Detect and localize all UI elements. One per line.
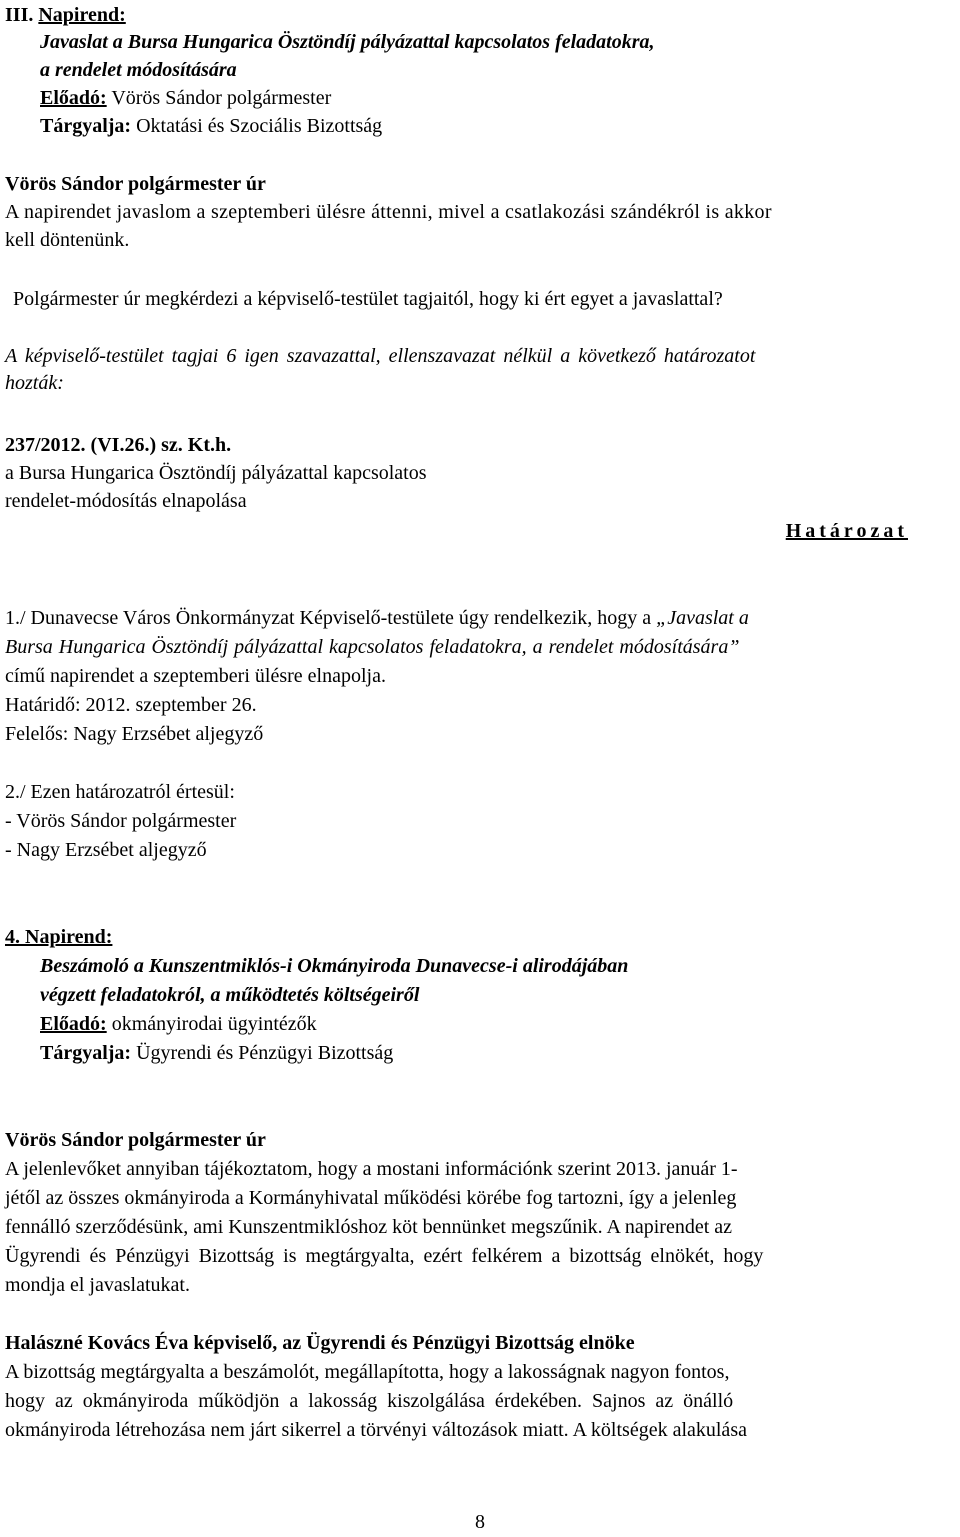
section4-discussed-value: Ügyrendi és Pénzügyi Bizottság xyxy=(131,1042,394,1064)
section4-speaker2: Halászné Kovács Éva képviselő, az Ügyrendi és Pénzügyi Bizottság elnöke xyxy=(5,1332,635,1354)
section4-speech2-line: A bizottság megtárgyalta a beszámolót, megállapította, hogy a lakosságnak nagyon fontos, xyxy=(5,1361,730,1383)
point1-line3: című napirendet a szeptemberi ülésre elnapolja. xyxy=(5,665,386,687)
section3-heading-prefix: III. xyxy=(5,4,39,26)
point1-line1 xyxy=(5,607,749,630)
section4-speech1-line: jétől az összes okmányiroda a Kormányhivatal működési körébe fog tartozni, így a jelenleg xyxy=(5,1187,737,1209)
section3-title-line1: Javaslat a Bursa Hungarica Ösztöndíj pályázattal kapcsolatos feladatokra, xyxy=(40,31,655,53)
point1-line2: Bursa Hungarica Ösztöndíj pályázattal kapcsolatos feladatokra, a rendelet módosítására” xyxy=(5,636,740,658)
section4-speaker1: Vörös Sándor polgármester úr xyxy=(5,1129,266,1151)
section3-title-line2: a rendelet módosítására xyxy=(40,59,237,81)
section3-heading-label: Napirend: xyxy=(38,4,126,26)
section3-presenter-label: Előadó: xyxy=(40,87,107,109)
section3-speaker1: Vörös Sándor polgármester úr xyxy=(5,173,266,195)
section4-presenter-label: Előadó: xyxy=(40,1013,107,1035)
section4-presenter xyxy=(40,1013,317,1036)
page-number: 8 xyxy=(475,1511,485,1533)
section4-speech1-line: Ügyrendi és Pénzügyi Bizottság is megtárgyalta, ezért felkérem a bizottság elnökét, hogy xyxy=(5,1245,764,1267)
section4-speech1-line: fennálló szerződésünk, ami Kunszentmiklóshoz köt bennünket megszűnik. A napirendet az xyxy=(5,1216,733,1238)
section4-title-line1: Beszámoló a Kunszentmiklós-i Okmányiroda Dunavecse-i alirodájában xyxy=(40,955,629,977)
section4-title-line2: végzett feladatokról, a működtetés költségeiről xyxy=(40,984,420,1006)
section3-question: Polgármester úr megkérdezi a képviselő-testület tagjaitól, hogy ki ért egyet a javaslattal? xyxy=(13,288,723,310)
point2-item2: - Nagy Erzsébet aljegyző xyxy=(5,839,207,861)
section3-discussed-label: Tárgyalja: xyxy=(40,115,132,137)
section3-speech1-line2: kell döntenünk. xyxy=(5,229,130,251)
point1-line1-italic: „Javaslat a xyxy=(656,607,749,629)
resolution-number: 237/2012. (VI.26.) sz. Kt.h. xyxy=(5,434,232,456)
section4-speech1-line: mondja el javaslatukat. xyxy=(5,1274,190,1296)
resolution-subject-line2: rendelet-módosítás elnapolása xyxy=(5,490,247,512)
point1-line1-prefix: 1./ Dunavecse Város Önkormányzat Képviselő-testülete úgy rendelkezik, hogy a xyxy=(5,607,657,629)
point2-header: 2./ Ezen határozatról értesül: xyxy=(5,781,235,803)
section3-discussed-value: Oktatási és Szociális Bizottság xyxy=(131,115,383,137)
section3-vote-line1: A képviselő-testület tagjai 6 igen szavazattal, ellenszavazat nélkül a következő határozatot xyxy=(5,345,756,367)
deadline: Határidő: 2012. szeptember 26. xyxy=(5,694,257,716)
section4-heading: 4. Napirend: xyxy=(5,926,113,948)
section4-discussed-label: Tárgyalja: xyxy=(40,1042,132,1064)
resolution-heading: Határozat xyxy=(785,520,908,542)
section4-speech2-line: okmányiroda létrehozása nem járt sikerrel a törvényi változások miatt. A költségek alakulása xyxy=(5,1419,747,1441)
point2-item1: - Vörös Sándor polgármester xyxy=(5,810,237,832)
responsible: Felelős: Nagy Erzsébet aljegyző xyxy=(5,723,264,745)
section3-presenter-value: Vörös Sándor polgármester xyxy=(106,87,332,109)
section3-heading xyxy=(5,4,126,27)
resolution-subject-line1: a Bursa Hungarica Ösztöndíj pályázattal kapcsolatos xyxy=(5,462,427,484)
section3-discussed xyxy=(40,115,382,138)
section4-speech2-line: hogy az okmányiroda működjön a lakosság kiszolgálása érdekében. Sajnos az önálló xyxy=(5,1390,734,1412)
section3-speech1-line1: A napirendet javaslom a szeptemberi ülésre áttenni, mivel a csatlakozási szándékról is akkor xyxy=(5,201,772,223)
section3-presenter xyxy=(40,87,331,110)
section3-vote-line2: hozták: xyxy=(5,372,64,394)
section4-speech1-line: A jelenlevőket annyiban tájékoztatom, hogy a mostani információnk szerint 2013. január 1- xyxy=(5,1158,738,1180)
section4-discussed xyxy=(40,1042,393,1065)
section4-presenter-value: okmányirodai ügyintézők xyxy=(106,1013,317,1035)
